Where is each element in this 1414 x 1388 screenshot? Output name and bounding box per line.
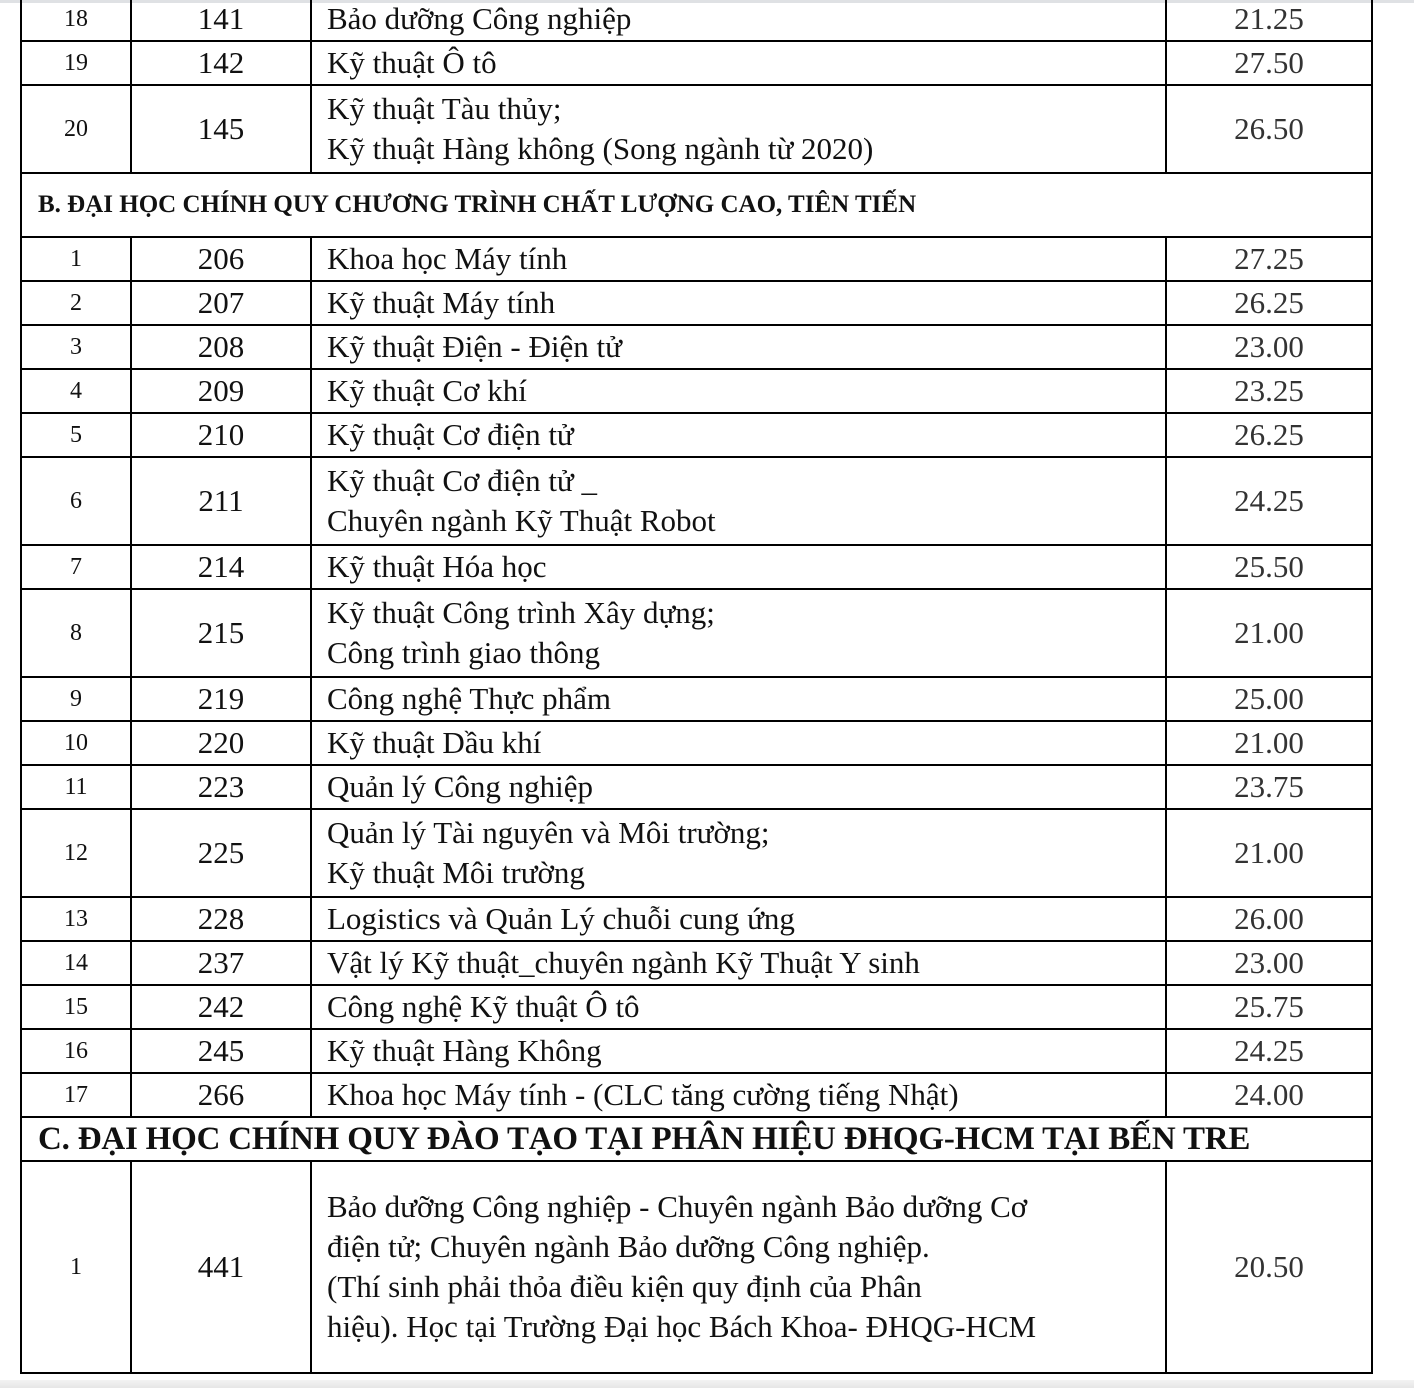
table-row — [21, 809, 1372, 897]
program-name: Khoa học Máy tính - (CLC tăng cường tiếng Nhật) — [311, 1073, 1166, 1117]
section-c-title: C. ĐẠI HỌC CHÍNH QUY ĐÀO TẠO TẠI PHÂN HIỆU ĐHQG-HCM TẠI BẾN TRE — [21, 1117, 1372, 1161]
program-name: Kỹ thuật Máy tính — [311, 281, 1166, 325]
row-index: 1 — [21, 1161, 131, 1373]
program-name: Kỹ thuật Công trình Xây dựng; Công trình giao thông — [311, 589, 1166, 677]
program-name: Kỹ thuật Hàng Không — [311, 1029, 1166, 1073]
program-code: 211 — [131, 457, 311, 545]
table-row — [21, 721, 1372, 765]
row-index: 4 — [21, 369, 131, 413]
program-code: 207 — [131, 281, 311, 325]
row-index: 9 — [21, 677, 131, 721]
program-name: Quản lý Tài nguyên và Môi trường; Kỹ thuật Môi trường — [311, 809, 1166, 897]
row-index: 14 — [21, 941, 131, 985]
table-row — [21, 413, 1372, 457]
table-row — [21, 85, 1372, 173]
cutoff-score: 23.00 — [1166, 941, 1372, 985]
program-code: 266 — [131, 1073, 311, 1117]
admission-score-table-page — [20, 0, 1356, 1374]
cutoff-score: 26.25 — [1166, 413, 1372, 457]
row-index: 16 — [21, 1029, 131, 1073]
row-index: 10 — [21, 721, 131, 765]
table-row — [21, 1073, 1372, 1117]
program-name: Khoa học Máy tính — [311, 237, 1166, 281]
table-row — [21, 677, 1372, 721]
section-heading-row — [21, 1117, 1372, 1161]
table-row — [21, 1029, 1372, 1073]
program-code: 215 — [131, 589, 311, 677]
table-row — [21, 0, 1372, 41]
cutoff-score: 24.00 — [1166, 1073, 1372, 1117]
table-row — [21, 457, 1372, 545]
cutoff-score: 23.25 — [1166, 369, 1372, 413]
program-name: Kỹ thuật Ô tô — [311, 41, 1166, 85]
cutoff-score: 25.75 — [1166, 985, 1372, 1029]
row-index: 12 — [21, 809, 131, 897]
row-index: 19 — [21, 41, 131, 85]
row-index: 1 — [21, 237, 131, 281]
program-name: Kỹ thuật Cơ điện tử _ Chuyên ngành Kỹ Thuật Robot — [311, 457, 1166, 545]
program-code: 145 — [131, 85, 311, 173]
table-row — [21, 545, 1372, 589]
section-heading-row — [21, 173, 1372, 237]
program-code: 209 — [131, 369, 311, 413]
cutoff-score: 23.75 — [1166, 765, 1372, 809]
table-row — [21, 281, 1372, 325]
row-index: 6 — [21, 457, 131, 545]
cutoff-score: 25.50 — [1166, 545, 1372, 589]
table-row — [21, 589, 1372, 677]
viewer-bottom-edge — [0, 1380, 1414, 1388]
program-name: Công nghệ Kỹ thuật Ô tô — [311, 985, 1166, 1029]
program-code: 225 — [131, 809, 311, 897]
program-code: 141 — [131, 0, 311, 41]
program-code: 220 — [131, 721, 311, 765]
cutoff-score: 26.50 — [1166, 85, 1372, 173]
row-index: 20 — [21, 85, 131, 173]
program-name: Công nghệ Thực phẩm — [311, 677, 1166, 721]
program-name: Kỹ thuật Điện - Điện tử — [311, 325, 1166, 369]
cutoff-score: 27.25 — [1166, 237, 1372, 281]
row-index: 15 — [21, 985, 131, 1029]
row-index: 3 — [21, 325, 131, 369]
program-code: 208 — [131, 325, 311, 369]
row-index: 17 — [21, 1073, 131, 1117]
program-code: 223 — [131, 765, 311, 809]
program-name: Kỹ thuật Dầu khí — [311, 721, 1166, 765]
program-name: Kỹ thuật Cơ điện tử — [311, 413, 1166, 457]
cutoff-score: 21.00 — [1166, 809, 1372, 897]
cutoff-score: 25.00 — [1166, 677, 1372, 721]
row-index: 5 — [21, 413, 131, 457]
program-code: 237 — [131, 941, 311, 985]
table-row — [21, 325, 1372, 369]
cutoff-score: 24.25 — [1166, 1029, 1372, 1073]
row-index: 11 — [21, 765, 131, 809]
row-index: 18 — [21, 0, 131, 41]
table-row — [21, 237, 1372, 281]
program-code: 214 — [131, 545, 311, 589]
program-code: 206 — [131, 237, 311, 281]
program-code: 245 — [131, 1029, 311, 1073]
cutoff-score: 26.25 — [1166, 281, 1372, 325]
program-name: Bảo dưỡng Công nghiệp - Chuyên ngành Bảo dưỡng Cơ điện tử; Chuyên ngành Bảo dưỡng Công nghiệp. (Thí sinh phải thỏa điều kiện quy định của Phân hiệu). Học tại Trường Đại học Bách Khoa- ĐHQG-HCM — [311, 1161, 1166, 1373]
row-index: 13 — [21, 897, 131, 941]
table-row — [21, 41, 1372, 85]
section-b-title: B. ĐẠI HỌC CHÍNH QUY CHƯƠNG TRÌNH CHẤT LƯỢNG CAO, TIÊN TIẾN — [21, 173, 1372, 237]
program-name: Logistics và Quản Lý chuỗi cung ứng — [311, 897, 1166, 941]
table-row — [21, 765, 1372, 809]
cutoff-score: 23.00 — [1166, 325, 1372, 369]
admission-score-table — [20, 0, 1373, 1374]
row-index: 7 — [21, 545, 131, 589]
cutoff-score: 21.00 — [1166, 721, 1372, 765]
table-row — [21, 897, 1372, 941]
program-code: 242 — [131, 985, 311, 1029]
row-index: 2 — [21, 281, 131, 325]
row-index: 8 — [21, 589, 131, 677]
program-code: 210 — [131, 413, 311, 457]
cutoff-score: 26.00 — [1166, 897, 1372, 941]
table-body — [21, 0, 1372, 1373]
program-code: 142 — [131, 41, 311, 85]
cutoff-score: 21.25 — [1166, 0, 1372, 41]
program-name: Kỹ thuật Hóa học — [311, 545, 1166, 589]
table-row — [21, 369, 1372, 413]
program-code: 219 — [131, 677, 311, 721]
cutoff-score: 24.25 — [1166, 457, 1372, 545]
program-name: Kỹ thuật Cơ khí — [311, 369, 1166, 413]
cutoff-score: 20.50 — [1166, 1161, 1372, 1373]
table-row — [21, 941, 1372, 985]
table-row — [21, 1161, 1372, 1373]
cutoff-score: 21.00 — [1166, 589, 1372, 677]
program-code: 228 — [131, 897, 311, 941]
program-code: 441 — [131, 1161, 311, 1373]
program-name: Vật lý Kỹ thuật_chuyên ngành Kỹ Thuật Y sinh — [311, 941, 1166, 985]
cutoff-score: 27.50 — [1166, 41, 1372, 85]
program-name: Quản lý Công nghiệp — [311, 765, 1166, 809]
program-name: Kỹ thuật Tàu thủy; Kỹ thuật Hàng không (Song ngành từ 2020) — [311, 85, 1166, 173]
program-name: Bảo dưỡng Công nghiệp — [311, 0, 1166, 41]
table-row — [21, 985, 1372, 1029]
